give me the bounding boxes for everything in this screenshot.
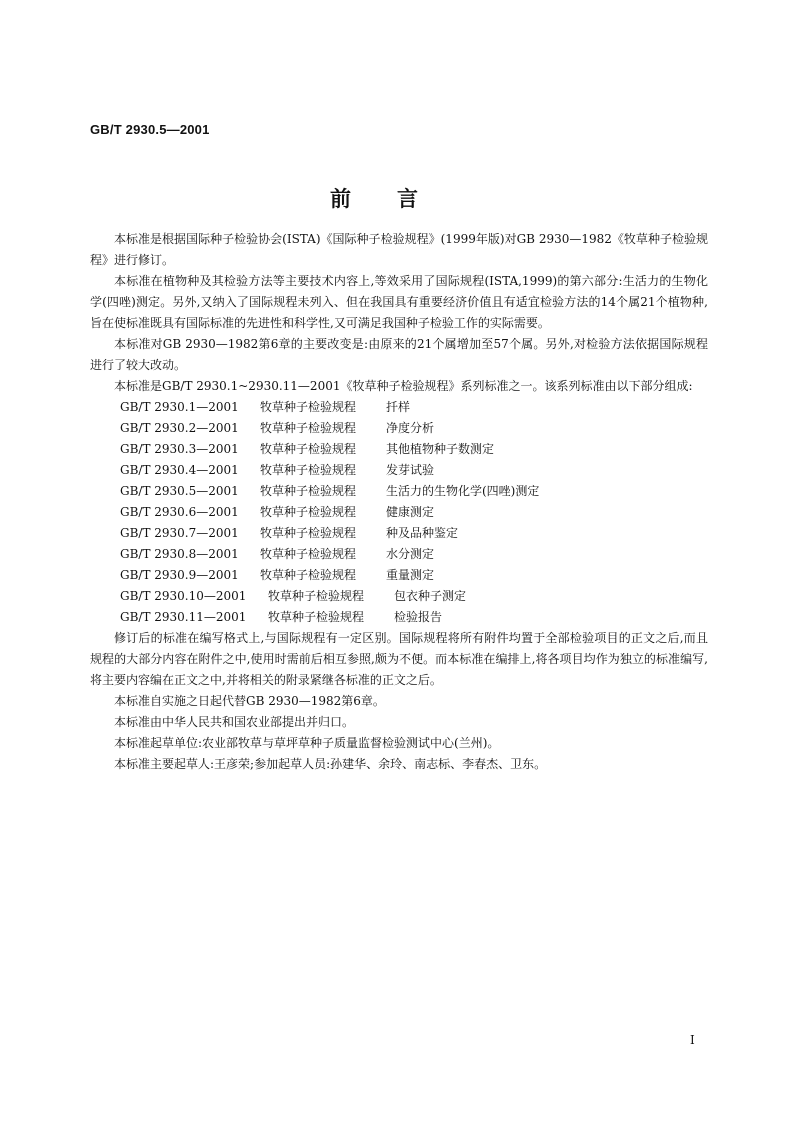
- part-topic: 包衣种子测定: [394, 589, 467, 603]
- paragraph: 本标准自实施之日起代替GB 2930—1982第6章。: [114, 694, 385, 708]
- part-topic: 发芽试验: [386, 463, 435, 477]
- standard-code: GB/T 2930.10—2001: [120, 589, 247, 603]
- list-item: [90, 565, 708, 586]
- paragraph: 本标准是根据国际种子检验协会(ISTA)《国际种子检验规程》(1999年版)对GB 2930—1982《牧草种子检验规程》进行修订。: [90, 232, 708, 267]
- series-name: 牧草种子检验规程: [260, 526, 357, 540]
- standard-code: GB/T 2930.11—2001: [120, 610, 247, 624]
- page-number: I: [690, 1033, 695, 1047]
- paragraph: 本标准由中华人民共和国农业部提出并归口。: [114, 715, 355, 729]
- paragraph: 本标准在植物种及其检验方法等主要技术内容上,等效采用了国际规程(ISTA,1999)的第六部分:生活力的生物化学(四唑)测定。另外,又纳入了国际规程未列入、但在我国具有重要经济价值且有适宜检验方法的14个属21个植物种,旨在使标准既具有国际标准的先进性和科学性,又可满足我国种子检验工作的实际需要。: [90, 274, 708, 330]
- series-name: 牧草种子检验规程: [260, 484, 357, 498]
- part-topic: 健康测定: [386, 505, 435, 519]
- list-item: [90, 418, 708, 439]
- list-item: [90, 502, 708, 523]
- list-item: [90, 607, 708, 628]
- standard-code: GB/T 2930.5—2001: [120, 484, 239, 498]
- part-topic: 水分测定: [386, 547, 435, 561]
- paragraph: 本标准起草单位:农业部牧草与草坪草种子质量监督检验测试中心(兰州)。: [114, 736, 500, 750]
- paragraph: 本标准是GB/T 2930.1~2930.11—2001《牧草种子检验规程》系列标准之一。该系列标准由以下部分组成:: [114, 379, 693, 393]
- part-topic: 种及品种鉴定: [386, 526, 459, 540]
- standard-code: GB/T 2930.6—2001: [120, 505, 239, 519]
- part-topic: 净度分析: [386, 421, 435, 435]
- paragraph: 本标准主要起草人:王彦荣;参加起草人员:孙建华、余玲、南志标、李春杰、卫东。: [114, 757, 547, 771]
- standard-code: GB/T 2930.4—2001: [120, 463, 239, 477]
- series-name: 牧草种子检验规程: [260, 421, 357, 435]
- paragraph: 修订后的标准在编写格式上,与国际规程有一定区别。国际规程将所有附件均置于全部检验项目的正文之后,而且规程的大部分内容在附件之中,使用时需前后相互参照,颇为不便。而本标准在编排上,将各项目均作为独立的标准编写,将主要内容编在正文之中,并将相关的附录紧继各标准的正文之后。: [90, 631, 708, 687]
- list-item: [90, 481, 708, 502]
- part-topic: 生活力的生物化学(四唑)测定: [386, 484, 540, 498]
- list-item: [90, 397, 708, 418]
- series-name: 牧草种子检验规程: [268, 610, 365, 624]
- list-item: [90, 586, 708, 607]
- series-name: 牧草种子检验规程: [268, 589, 365, 603]
- part-topic: 检验报告: [394, 610, 443, 624]
- series-name: 牧草种子检验规程: [260, 400, 357, 414]
- standard-code: GB/T 2930.3—2001: [120, 442, 239, 456]
- page-title: 前言: [330, 187, 464, 211]
- series-name: 牧草种子检验规程: [260, 547, 357, 561]
- standard-code: GB/T 2930.8—2001: [120, 547, 239, 561]
- part-topic: 重量测定: [386, 568, 435, 582]
- part-topic: 扦样: [386, 400, 411, 414]
- list-item: [90, 439, 708, 460]
- list-item: [90, 460, 708, 481]
- standard-code: GB/T 2930.2—2001: [120, 421, 239, 435]
- part-topic: 其他植物种子数测定: [386, 442, 495, 456]
- standard-code: GB/T 2930.9—2001: [120, 568, 239, 582]
- list-item: [90, 544, 708, 565]
- series-parts-list: [90, 397, 708, 628]
- standard-code: GB/T 2930.1—2001: [120, 400, 239, 414]
- series-name: 牧草种子检验规程: [260, 568, 357, 582]
- series-name: 牧草种子检验规程: [260, 463, 357, 477]
- document-id: GB/T 2930.5—2001: [90, 122, 210, 137]
- series-name: 牧草种子检验规程: [260, 442, 357, 456]
- paragraph: 本标准对GB 2930—1982第6章的主要改变是:由原来的21个属增加至57个属。另外,对检验方法依据国际规程进行了较大改动。: [90, 337, 708, 372]
- series-name: 牧草种子检验规程: [260, 505, 357, 519]
- foreword-body: [90, 229, 708, 775]
- standard-code: GB/T 2930.7—2001: [120, 526, 239, 540]
- list-item: [90, 523, 708, 544]
